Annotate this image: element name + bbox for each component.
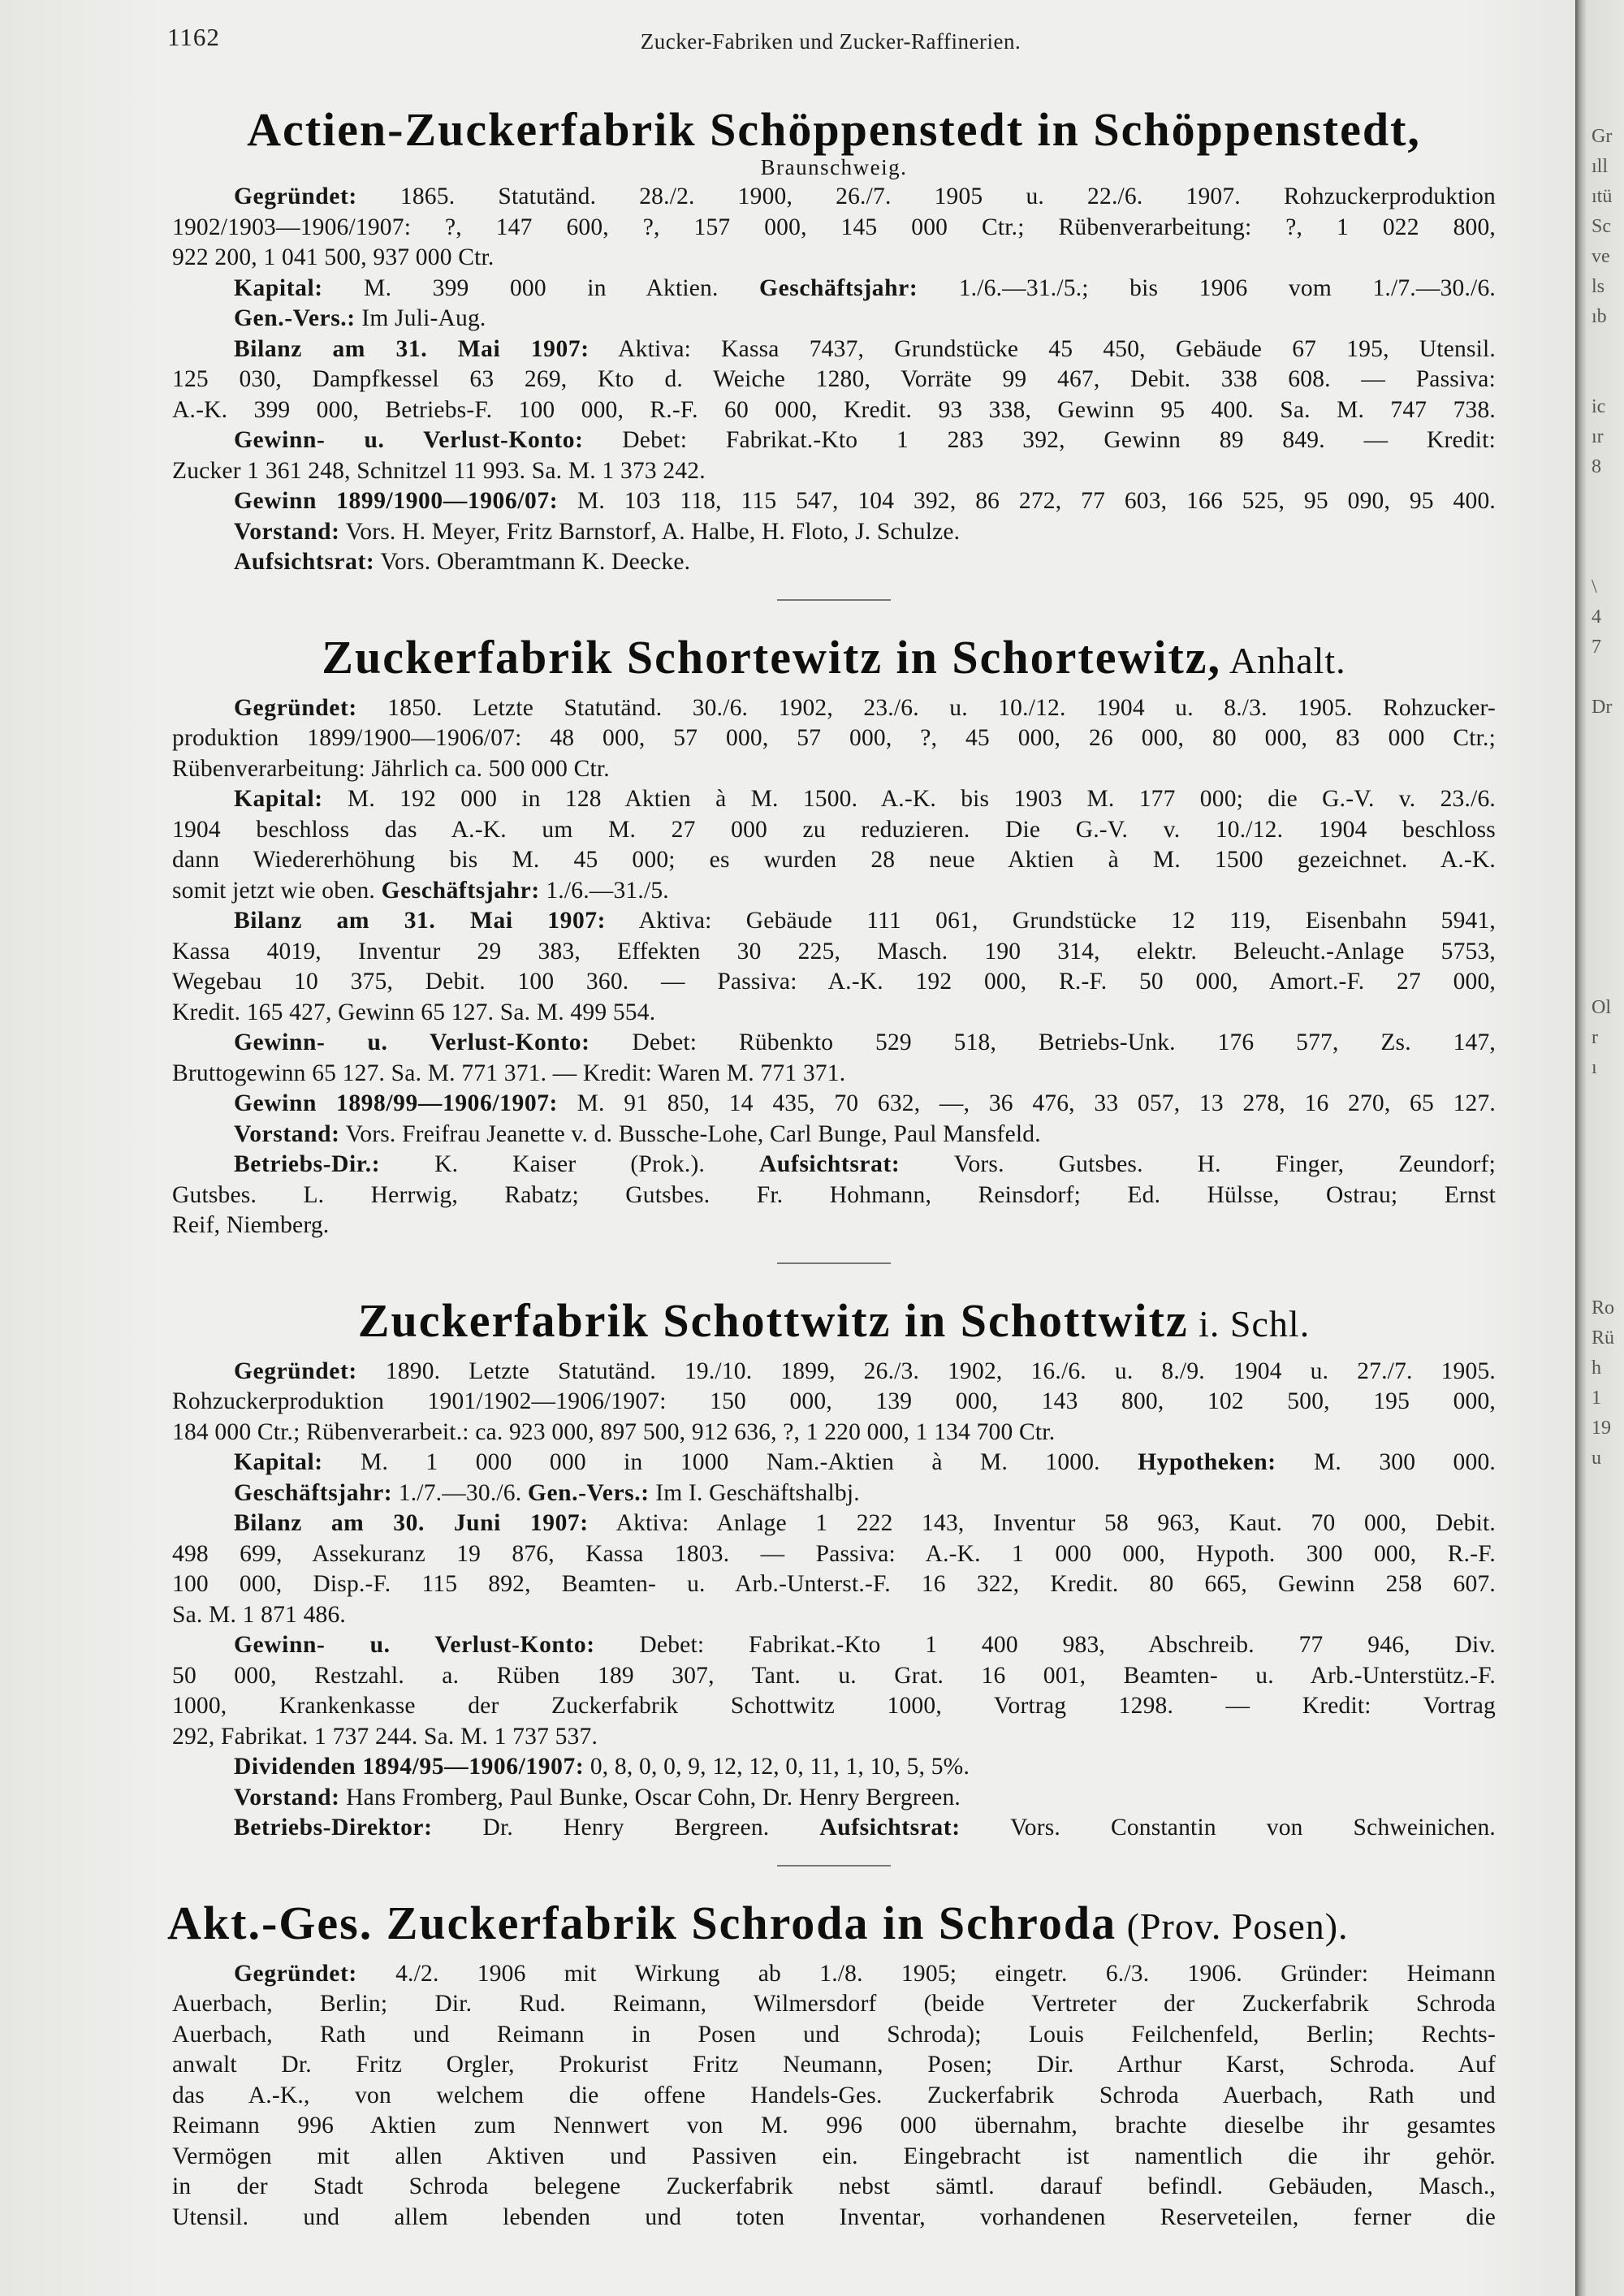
text-line xyxy=(172,2172,1496,2203)
field-label: Kapital: xyxy=(234,1449,323,1475)
text-line xyxy=(172,784,1496,815)
facing-page-fragments xyxy=(1592,122,1621,2233)
gutter-fragment xyxy=(1592,1714,1621,1744)
field-text: A.-K. 399 000, Betriebs-F. 100 000, R.-F. 60 000, Kredit. 93 338, Gewinn 95 400. Sa. M. 747 738. xyxy=(172,396,1496,423)
field-text: K. Kaiser (Prok.). xyxy=(380,1151,759,1177)
section-divider xyxy=(777,599,891,601)
text-line xyxy=(172,723,1496,754)
text-line xyxy=(172,754,1496,785)
field-label: Gen.-Vers.: xyxy=(234,305,356,331)
field-label: Hypotheken: xyxy=(1138,1449,1276,1475)
gutter-fragment: 19 xyxy=(1592,1418,1611,1439)
field-text: 1./7.—30./6. xyxy=(392,1479,528,1506)
field-text: Im I. Geschäftshalbj. xyxy=(649,1479,860,1506)
text-line xyxy=(172,1630,1496,1661)
field-text: Aktiva: Gebäude 111 061, Grundstücke 12 119, Eisenbahn 5941, xyxy=(606,908,1496,934)
gutter-fragment xyxy=(1592,1233,1621,1263)
text-line xyxy=(172,243,1496,274)
gutter-fragment xyxy=(1592,1474,1621,1504)
text-line xyxy=(172,1600,1496,1631)
text-line xyxy=(172,1211,1496,1241)
company-heading xyxy=(172,625,1496,693)
field-text: Vors. Gutsbes. H. Finger, Zeundorf; xyxy=(900,1151,1496,1177)
field-label: Gewinn 1899/1900—1906/07: xyxy=(234,488,559,514)
gutter-fragment: ıll xyxy=(1592,156,1609,177)
text-line xyxy=(172,1989,1496,2020)
gutter-fragment xyxy=(1592,963,1621,993)
field-text: Im Juli-Aug. xyxy=(355,305,486,331)
section-divider xyxy=(777,1865,891,1867)
gutter-fragment xyxy=(1592,332,1621,362)
field-text: das A.-K., von welchem die offene Handels-Ges. Zuckerfabrik Schroda Auerbach, Rath und xyxy=(172,2082,1496,2108)
gutter-fragment: ls xyxy=(1592,276,1605,297)
field-text: 1000, Krankenkasse der Zuckerfabrik Schottwitz 1000, Vortrag 1298. — Kredit: Vortrag xyxy=(172,1693,1496,1719)
gutter-fragment xyxy=(1592,1534,1621,1564)
field-label: Gewinn- u. Verlust-Konto: xyxy=(234,427,584,453)
field-label: Aufsichtsrat: xyxy=(759,1151,901,1177)
text-line xyxy=(172,1120,1496,1150)
gutter-fragment xyxy=(1592,1173,1621,1203)
field-label: Gegründet: xyxy=(234,1357,357,1384)
field-text: Reif, Niemberg. xyxy=(172,1212,330,1238)
page-number: 1162 xyxy=(167,23,220,51)
gutter-fragment xyxy=(1592,1684,1621,1714)
field-text: in der Stadt Schroda belegene Zuckerfabrik nebst sämtl. darauf befindl. Gebäuden, Masch., xyxy=(172,2173,1496,2199)
text-line xyxy=(172,486,1496,517)
gutter-fragment xyxy=(1592,482,1621,512)
field-text: Rübenverarbeitung: Jährlich ca. 500 000 Ctr. xyxy=(172,755,610,782)
field-text: somit jetzt wie oben. xyxy=(172,877,382,904)
gutter-fragment: 8 xyxy=(1592,456,1601,477)
field-text: Sa. M. 1 871 486. xyxy=(172,1601,347,1628)
field-label: Aufsichtsrat: xyxy=(234,549,375,575)
text-line xyxy=(172,1813,1496,1844)
text-line xyxy=(172,1569,1496,1600)
gutter-fragment: 7 xyxy=(1592,637,1601,658)
field-text: Kredit. 165 427, Gewinn 65 127. Sa. M. 499 554. xyxy=(172,999,656,1025)
text-line xyxy=(172,1089,1496,1120)
text-line xyxy=(172,876,1496,907)
text-line xyxy=(172,998,1496,1029)
field-label: Betriebs-Direktor: xyxy=(234,1815,433,1841)
text-line xyxy=(172,182,1496,213)
text-line xyxy=(172,1448,1496,1478)
gutter-fragment xyxy=(1592,662,1621,693)
gutter-fragment: 4 xyxy=(1592,606,1601,628)
text-line xyxy=(172,1387,1496,1418)
text-line xyxy=(172,2020,1496,2051)
field-text: 4./2. 1906 mit Wirkung ab 1./8. 1905; eingetr. 6./3. 1906. Gründer: Heimann xyxy=(356,1960,1496,1987)
gutter-fragment xyxy=(1592,1504,1621,1534)
gutter-fragment: Dr xyxy=(1592,697,1613,718)
gutter-fragment xyxy=(1592,1624,1621,1654)
facing-page-gutter xyxy=(1575,0,1624,2296)
gutter-fragment: h xyxy=(1592,1357,1601,1379)
field-text: Bruttogewinn 65 127. Sa. M. 771 371. — Kredit: Waren M. 771 371. xyxy=(172,1060,846,1086)
text-line xyxy=(172,456,1496,487)
gutter-fragment: ıb xyxy=(1592,306,1607,327)
field-text: 922 200, 1 041 500, 937 000 Ctr. xyxy=(172,244,495,270)
text-line xyxy=(172,2142,1496,2173)
text-line xyxy=(172,2111,1496,2142)
gutter-fragment: ıtü xyxy=(1592,186,1613,207)
gutter-fragment xyxy=(1592,813,1621,843)
company-name: Zuckerfabrik Schortewitz in Schortewitz, xyxy=(322,630,1222,684)
text-line xyxy=(172,395,1496,426)
field-text: Utensil. und allem lebenden und toten Inventar, vorhandenen Reserveteilen, ferner die xyxy=(172,2203,1496,2230)
field-text: Zucker 1 361 248, Schnitzel 11 993. Sa. M. 1 373 242. xyxy=(172,457,706,484)
gutter-fragment xyxy=(1592,783,1621,813)
text-line xyxy=(172,1691,1496,1722)
text-line xyxy=(172,274,1496,304)
field-text: 1850. Letzte Statutänd. 30./6. 1902, 23./6. u. 10./12. 1904 u. 8./3. 1905. Rohzucker- xyxy=(356,694,1496,721)
field-text: Vors. Freifrau Jeanette v. d. Bussche-Lohe, Carl Bunge, Paul Mansfeld. xyxy=(339,1120,1041,1147)
text-line xyxy=(172,1059,1496,1090)
field-label: Kapital: xyxy=(234,274,323,301)
gutter-fragment: Gr xyxy=(1592,126,1613,147)
gutter-fragment: \ xyxy=(1592,576,1597,598)
company-location: i. Schl. xyxy=(1188,1302,1311,1344)
field-text: produktion 1899/1900—1906/07: 48 000, 57 000, 57 000, ?, 45 000, 26 000, 80 000, 83 000 Ctr.; xyxy=(172,725,1496,751)
gutter-fragment: u xyxy=(1592,1448,1601,1469)
company-location: Anhalt. xyxy=(1221,639,1346,681)
text-line xyxy=(172,1539,1496,1570)
field-label: Betriebs-Dir.: xyxy=(234,1151,381,1177)
text-line xyxy=(172,1180,1496,1211)
field-text: Vors. H. Meyer, Fritz Barnstorf, A. Halbe, H. Floto, J. Schulze. xyxy=(339,518,961,545)
field-text: Dr. Henry Bergreen. xyxy=(432,1815,820,1841)
text-line xyxy=(172,2081,1496,2112)
section-divider xyxy=(777,1262,891,1264)
field-text: anwalt Dr. Fritz Orgler, Prokurist Fritz Neumann, Posen; Dir. Arthur Karst, Schroda. Auf xyxy=(172,2052,1496,2078)
text-line xyxy=(172,1783,1496,1814)
company-heading xyxy=(172,1288,1496,1357)
field-text: Vors. Oberamtmann K. Deecke. xyxy=(374,549,691,575)
company-subheading: Braunschweig. xyxy=(760,155,908,179)
text-line xyxy=(172,906,1496,937)
gutter-fragment xyxy=(1592,1774,1621,1804)
text-line xyxy=(172,334,1496,365)
field-text: M. 300 000. xyxy=(1276,1449,1496,1475)
field-text: Rohzuckerproduktion 1901/1902—1906/1907: 150 000, 139 000, 143 800, 102 500, 195 000, xyxy=(172,1388,1496,1414)
text-line xyxy=(172,815,1496,846)
gutter-fragment xyxy=(1592,1594,1621,1624)
field-label: Gen.-Vers.: xyxy=(527,1479,650,1506)
company-entry xyxy=(172,599,1496,1241)
gutter-fragment: ı xyxy=(1592,1057,1597,1078)
text-line xyxy=(172,937,1496,968)
field-text: 498 699, Assekuranz 19 876, Kassa 1803. — Passiva: A.-K. 1 000 000, Hypoth. 300 000, R.-F. xyxy=(172,1540,1496,1567)
field-label: Gewinn- u. Verlust-Konto: xyxy=(234,1632,595,1658)
gutter-fragment: ır xyxy=(1592,426,1604,447)
field-text: 0, 8, 0, 0, 9, 12, 12, 0, 11, 1, 10, 5, 5%. xyxy=(584,1754,970,1780)
field-text: Vors. Constantin von Schweinichen. xyxy=(960,1815,1497,1841)
gutter-fragment xyxy=(1592,1564,1621,1594)
field-text: 1890. Letzte Statutänd. 19./10. 1899, 26./3. 1902, 16./6. u. 8./9. 1904 u. 27./7. 1905. xyxy=(356,1357,1496,1384)
field-text: Reimann 996 Aktien zum Nennwert von M. 996 000 übernahm, brachte dieselbe ihr gesamtes xyxy=(172,2113,1496,2138)
field-text: M. 91 850, 14 435, 70 632, —, 36 476, 33 057, 13 278, 16 270, 65 127. xyxy=(558,1090,1496,1116)
field-text: Aktiva: Kassa 7437, Grundstücke 45 450, Gebäude 67 195, Utensil. xyxy=(589,335,1496,362)
field-text: Kassa 4019, Inventur 29 383, Effekten 30 225, Masch. 190 314, elektr. Beleucht.-Anlage 5753, xyxy=(172,938,1496,965)
field-text: Auerbach, Rath und Reimann in Posen und Schroda); Louis Feilchenfeld, Berlin; Rechts- xyxy=(172,2021,1496,2048)
field-text: 1902/1903—1906/1907: ?, 147 600, ?, 157 000, 145 000 Ctr.; Rübenverarbeitung: ?, 1 022 800, xyxy=(172,214,1496,240)
gutter-fragment: ic xyxy=(1592,396,1606,417)
company-name: Zuckerfabrik Schottwitz in Schottwitz xyxy=(357,1293,1189,1347)
field-text: Gutsbes. L. Herrwig, Rabatz; Gutsbes. Fr. Hohmann, Reinsdorf; Ed. Hülsse, Ostrau; Ernst xyxy=(172,1181,1496,1208)
text-line xyxy=(172,547,1496,578)
text-line xyxy=(172,1418,1496,1448)
text-line xyxy=(172,1661,1496,1692)
gutter-fragment xyxy=(1592,1744,1621,1774)
company-heading xyxy=(167,1891,1496,1959)
gutter-fragment xyxy=(1592,1804,1621,1834)
field-label: Gegründet: xyxy=(234,694,357,721)
text-line xyxy=(172,1722,1496,1753)
field-text: Wegebau 10 375, Debit. 100 360. — Passiva: A.-K. 192 000, R.-F. 50 000, Amort.-F. 27 000, xyxy=(172,969,1496,995)
gutter-fragment xyxy=(1592,753,1621,783)
gutter-fragment xyxy=(1592,1083,1621,1113)
field-text: Debet: Rübenkto 529 518, Betriebs-Unk. 176 577, Zs. 147, xyxy=(590,1029,1496,1055)
field-label: Gewinn- u. Verlust-Konto: xyxy=(234,1029,590,1055)
text-line xyxy=(172,517,1496,548)
text-line xyxy=(172,213,1496,244)
gutter-fragment xyxy=(1592,1143,1621,1173)
field-label: Geschäftsjahr: xyxy=(381,877,540,904)
field-label: Gegründet: xyxy=(234,183,357,209)
field-text: 50 000, Restzahl. a. Rüben 189 307, Tant. u. Grat. 16 001, Beamten- u. Arb.-Unterstütz.-F. xyxy=(172,1662,1496,1689)
field-text: 184 000 Ctr.; Rübenverarbeit.: ca. 923 000, 897 500, 912 636, ?, 1 220 000, 1 134 700 Ctr. xyxy=(172,1418,1056,1445)
field-text: 1865. Statutänd. 28./2. 1900, 26./7. 1905 u. 22./6. 1907. Rohzuckerproduktion xyxy=(356,183,1496,209)
gutter-fragment xyxy=(1592,873,1621,903)
field-text: M. 103 118, 115 547, 104 392, 86 272, 77 603, 166 525, 95 090, 95 400. xyxy=(558,488,1496,514)
field-text: 292, Fabrikat. 1 737 244. Sa. M. 1 737 537. xyxy=(172,1723,598,1750)
field-text: M. 399 000 in Aktien. xyxy=(322,274,760,301)
field-text: 1./6.—31./5. xyxy=(539,877,669,904)
gutter-fragment: Ol xyxy=(1592,997,1611,1018)
field-label: Vorstand: xyxy=(234,1784,340,1810)
gutter-fragment xyxy=(1592,362,1621,392)
gutter-fragment xyxy=(1592,512,1621,542)
field-text: M. 1 000 000 in 1000 Nam.-Aktien à M. 1000. xyxy=(322,1449,1138,1475)
field-text: Hans Fromberg, Paul Bunke, Oscar Cohn, Dr. Henry Bergreen. xyxy=(339,1784,961,1810)
text-line xyxy=(172,365,1496,395)
text-line xyxy=(172,1508,1496,1539)
gutter-fragment xyxy=(1592,1654,1621,1684)
gutter-fragment xyxy=(1592,933,1621,963)
gutter-fragment xyxy=(1592,903,1621,933)
company-heading xyxy=(172,97,1496,162)
page-body xyxy=(167,97,1497,2233)
field-label: Gegründet: xyxy=(234,1960,357,1987)
company-location: (Prov. Posen). xyxy=(1116,1905,1349,1947)
gutter-fragment: ve xyxy=(1592,246,1610,267)
text-line xyxy=(172,2050,1496,2081)
gutter-fragment: Rü xyxy=(1592,1327,1615,1349)
gutter-fragment: Sc xyxy=(1592,216,1611,237)
company-entry xyxy=(172,1262,1496,1844)
field-label: Dividenden 1894/95—1906/1907: xyxy=(234,1754,585,1780)
field-label: Bilanz am 30. Juni 1907: xyxy=(234,1510,589,1536)
field-text: Aktiva: Anlage 1 222 143, Inventur 58 963, Kaut. 70 000, Debit. xyxy=(588,1510,1497,1536)
text-line xyxy=(172,967,1496,998)
text-line xyxy=(172,304,1496,334)
field-text: 100 000, Disp.-F. 115 892, Beamten- u. Arb.-Unterst.-F. 16 322, Kredit. 80 665, Gewinn 258 607. xyxy=(172,1571,1496,1597)
text-line xyxy=(172,425,1496,456)
text-line xyxy=(172,693,1496,724)
gutter-fragment xyxy=(1592,1263,1621,1293)
field-text: 1./6.—31./5.; bis 1906 vom 1./7.—30./6. xyxy=(918,274,1496,301)
field-label: Vorstand: xyxy=(234,518,340,545)
field-label: Geschäftsjahr: xyxy=(759,274,918,301)
company-entry xyxy=(172,97,1496,578)
gutter-fragment: r xyxy=(1592,1027,1598,1048)
text-line xyxy=(172,845,1496,876)
field-label: Bilanz am 31. Mai 1907: xyxy=(234,908,607,934)
gutter-fragment: Ro xyxy=(1592,1297,1615,1318)
company-name: Akt.-Ges. Zuckerfabrik Schroda in Schroda xyxy=(167,1896,1117,1949)
field-text: 1904 beschloss das A.-K. um M. 27 000 zu reduzieren. Die G.-V. v. 10./12. 1904 beschloss xyxy=(172,816,1496,843)
text-line xyxy=(172,1752,1496,1783)
gutter-fragment xyxy=(1592,843,1621,873)
field-label: Geschäftsjahr: xyxy=(234,1479,393,1506)
gutter-fragment: 1 xyxy=(1592,1388,1601,1409)
field-label: Kapital: xyxy=(234,786,323,812)
field-text: Auerbach, Berlin; Dir. Rud. Reimann, Wilmersdorf (beide Vertreter der Zuckerfabrik Schroda xyxy=(172,1991,1496,2017)
text-line xyxy=(172,1959,1496,1990)
field-label: Aufsichtsrat: xyxy=(819,1815,961,1841)
field-text: dann Wiedererhöhung bis M. 45 000; es wurden 28 neue Aktien à M. 1500 gezeichnet. A.-K. xyxy=(172,847,1496,873)
company-entry xyxy=(167,1865,1496,2233)
text-line xyxy=(172,1150,1496,1180)
gutter-fragment xyxy=(1592,1203,1621,1233)
company-name: Actien-Zuckerfabrik Schöppenstedt in Schöppenstedt, xyxy=(247,103,1421,156)
field-label: Gewinn 1898/99—1906/1907: xyxy=(234,1090,558,1116)
running-title: Zucker-Fabriken und Zucker-Raffinerien. xyxy=(640,29,1021,54)
gutter-fragment xyxy=(1592,723,1621,753)
field-text: Vermögen mit allen Aktiven und Passiven ein. Eingebracht ist namentlich die ihr gehör. xyxy=(172,2143,1496,2169)
text-line xyxy=(172,1478,1496,1509)
text-line xyxy=(172,1357,1496,1388)
gutter-fragment xyxy=(1592,1113,1621,1143)
field-label: Bilanz am 31. Mai 1907: xyxy=(234,335,590,362)
text-line xyxy=(172,2203,1496,2233)
field-text: 125 030, Dampfkessel 63 269, Kto d. Weiche 1280, Vorräte 99 467, Debit. 338 608. — Passiva: xyxy=(172,366,1496,392)
field-label: Vorstand: xyxy=(234,1120,340,1147)
text-line xyxy=(172,1028,1496,1059)
field-text: Debet: Fabrikat.-Kto 1 283 392, Gewinn 89 849. — Kredit: xyxy=(583,427,1496,453)
field-text: M. 192 000 in 128 Aktien à M. 1500. A.-K. bis 1903 M. 177 000; die G.-V. v. 23./6. xyxy=(322,786,1496,812)
gutter-fragment xyxy=(1592,542,1621,572)
page-header xyxy=(167,23,1494,71)
field-text: Debet: Fabrikat.-Kto 1 400 983, Abschreib. 77 946, Div. xyxy=(594,1632,1496,1658)
